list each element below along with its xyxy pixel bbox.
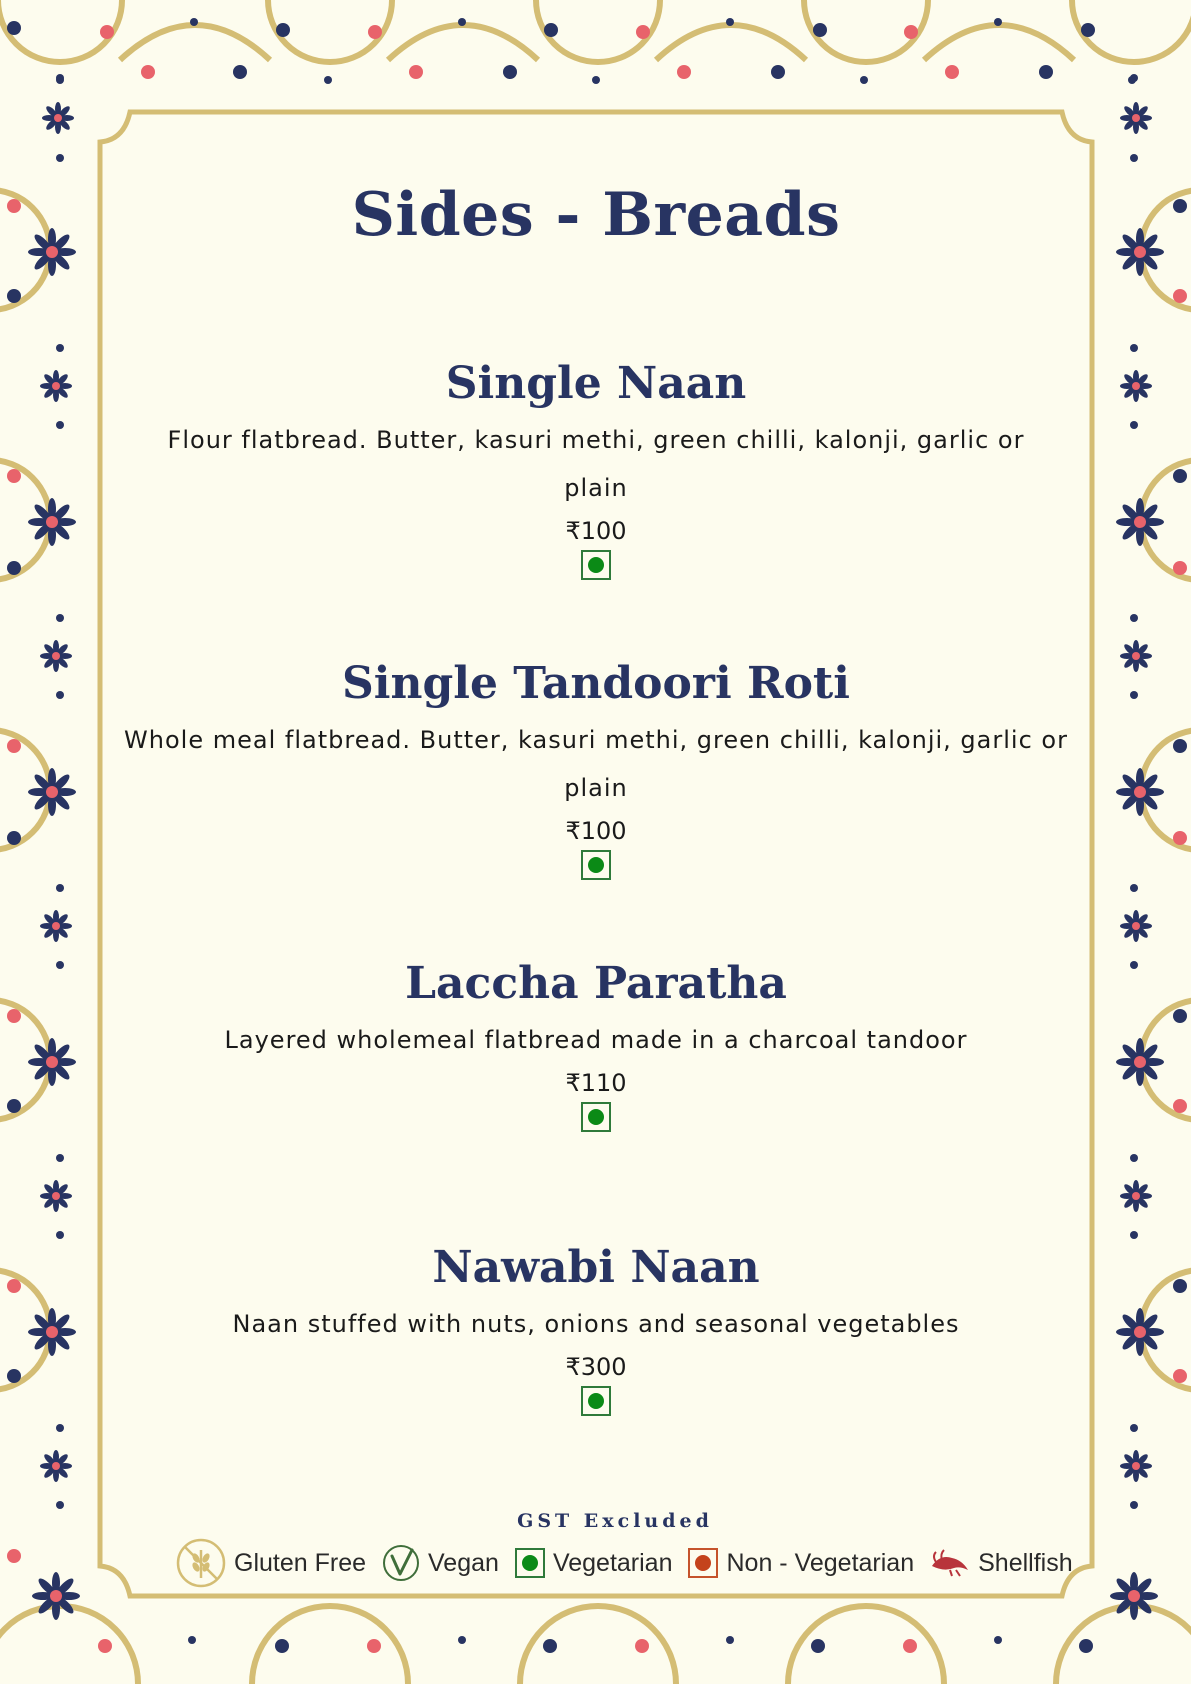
menu-item-single-tandoori-roti	[120, 656, 1072, 885]
item-price: ₹100	[565, 517, 627, 545]
dietary-legend	[176, 1538, 1079, 1588]
legend-shellfish	[930, 1548, 1073, 1578]
item-name: Nawabi Naan	[432, 1242, 760, 1293]
gst-note: GST Excluded	[517, 1510, 713, 1532]
legend-label: Vegetarian	[552, 1548, 673, 1577]
item-description: Whole meal flatbread. Butter, kasuri methi, green chilli, kalonji, garlic or plain	[124, 726, 1068, 802]
menu-item-nawabi-naan	[120, 1240, 1072, 1421]
item-name: Single Naan	[445, 358, 747, 409]
legend-label: Gluten Free	[234, 1548, 367, 1577]
menu-item-laccha-paratha	[120, 956, 1072, 1137]
vegetarian-icon	[581, 1102, 611, 1132]
legend-label: Non - Vegetarian	[726, 1548, 915, 1577]
item-price: ₹110	[565, 1069, 627, 1097]
shellfish-icon	[930, 1548, 970, 1578]
item-price: ₹300	[565, 1353, 627, 1381]
item-description: Flour flatbread. Butter, kasuri methi, green chilli, kalonji, garlic or plain	[167, 426, 1025, 502]
vegetarian-icon	[515, 1548, 545, 1578]
legend-non-vegetarian	[688, 1548, 914, 1578]
legend-label: Shellfish	[978, 1548, 1073, 1577]
legend-gluten-free	[176, 1538, 366, 1588]
item-description: Naan stuffed with nuts, onions and seasonal vegetables	[232, 1310, 960, 1338]
vegetarian-icon	[581, 550, 611, 580]
legend-label: Vegan	[428, 1548, 499, 1577]
item-name: Laccha Paratha	[405, 958, 787, 1009]
legend-vegetarian	[515, 1548, 673, 1578]
page-title: Sides - Breads	[351, 180, 841, 250]
vegan-icon	[382, 1544, 420, 1582]
gluten-free-icon	[176, 1538, 226, 1588]
item-description: Layered wholemeal flatbread made in a charcoal tandoor	[224, 1026, 968, 1054]
item-price: ₹100	[565, 817, 627, 845]
non-vegetarian-icon	[688, 1548, 718, 1578]
legend-vegan	[382, 1544, 499, 1582]
menu-item-single-naan	[120, 356, 1072, 585]
vegetarian-icon	[581, 1386, 611, 1416]
item-name: Single Tandoori Roti	[342, 658, 850, 709]
vegetarian-icon	[581, 850, 611, 880]
